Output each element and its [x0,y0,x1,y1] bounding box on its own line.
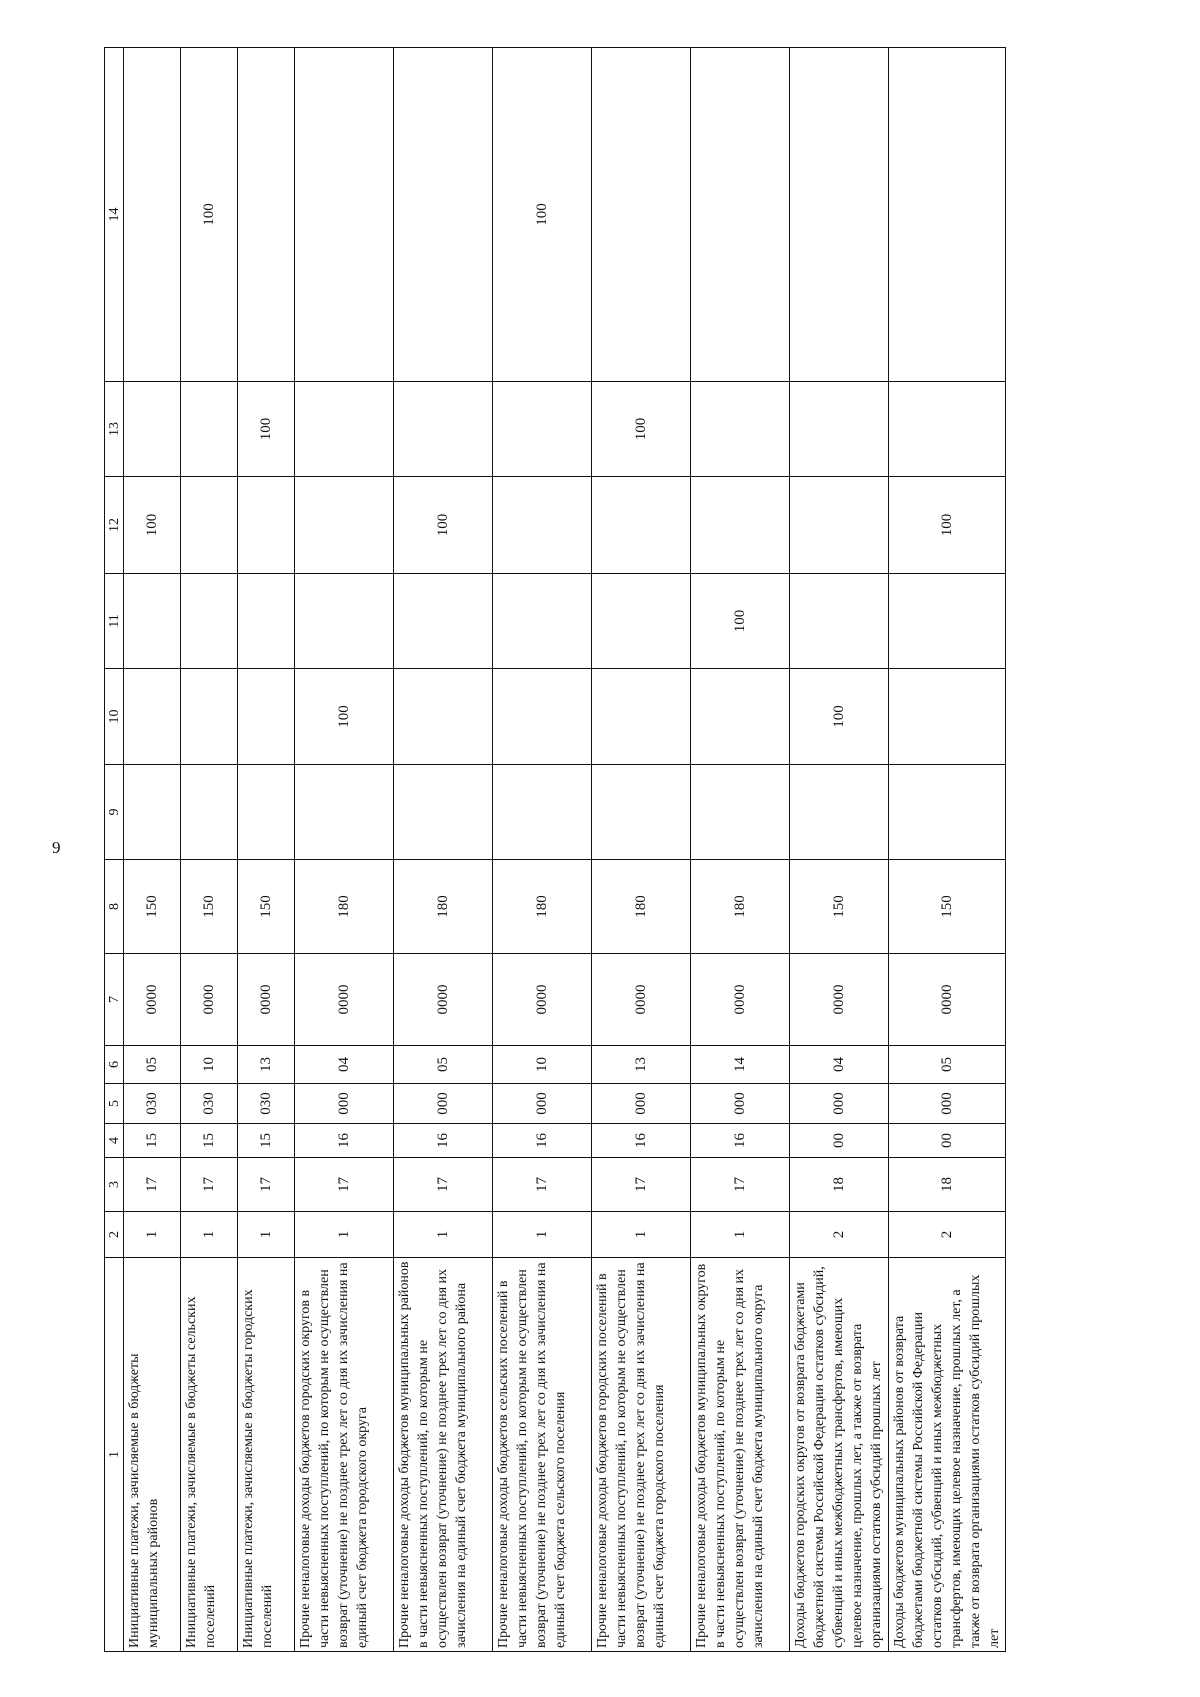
table-cell: 100 [238,382,295,477]
table-cell: 1 [493,1212,592,1258]
table-cell: 17 [394,1158,493,1212]
table-cell: 1 [295,1212,394,1258]
table-cell: 2 [790,1212,889,1258]
table-cell [493,382,592,477]
table-cell: 05 [394,1046,493,1084]
table-cell [889,382,1006,477]
table-cell [238,669,295,765]
table-cell: 180 [493,860,592,954]
table-cell [790,48,889,382]
table-cell [592,48,691,382]
table-cell: 100 [691,574,790,669]
table-cell: 16 [592,1124,691,1158]
table-cell: 10 [493,1046,592,1084]
table-cell: 150 [181,860,238,954]
table-row [592,48,691,1652]
table-cell [592,477,691,574]
table-cell: 17 [592,1158,691,1212]
column-number-header: 7 [105,954,124,1046]
table-cell [295,48,394,382]
table-row [394,48,493,1652]
table-cell [691,669,790,765]
table-header-row [105,48,124,1652]
column-number-header: 4 [105,1124,124,1158]
table-cell: 04 [295,1046,394,1084]
table-cell [181,765,238,860]
table-cell: 04 [790,1046,889,1084]
table-cell [124,382,181,477]
table-row [790,48,889,1652]
table-cell: 18 [889,1158,1006,1212]
table-cell: 15 [181,1124,238,1158]
income-description-cell: Доходы бюджетов муниципальных районов от возврата бюджетами бюджетной системы Российской Федерации остатков субсидий, субвенций и иных межбюджетных трансфертов, имеющих целевое назначение, прошлых лет, а также от возврата организациями остатков субсидий прошлых лет [889,1258,1006,1652]
table-row [889,48,1006,1652]
table-cell: 05 [124,1046,181,1084]
table-cell: 17 [295,1158,394,1212]
table-cell [238,574,295,669]
table-cell: 000 [394,1084,493,1124]
table-cell [295,574,394,669]
table-cell: 0000 [691,954,790,1046]
table-cell [394,574,493,669]
table-cell: 10 [181,1046,238,1084]
income-description-cell: Доходы бюджетов городских округов от возврата бюджетами бюджетной системы Российской Федерации остатков субсидий, субвенций и иных межбюджетных трансфертов, имеющих целевое назначение, прошлых лет, а также от возврата организациями остатков субсидий прошлых лет [790,1258,889,1652]
column-number-header: 8 [105,860,124,954]
table-cell [889,574,1006,669]
table-cell [394,382,493,477]
table-cell [181,669,238,765]
table-cell: 17 [691,1158,790,1212]
table-cell: 0000 [295,954,394,1046]
table-cell: 16 [394,1124,493,1158]
table-cell: 100 [295,669,394,765]
table-cell: 1 [238,1212,295,1258]
table-cell: 000 [691,1084,790,1124]
column-number-header: 14 [105,48,124,382]
table-cell: 100 [124,477,181,574]
table-cell [592,765,691,860]
table-cell: 1 [124,1212,181,1258]
table-cell: 0000 [592,954,691,1046]
table-row [181,48,238,1652]
column-number-header: 6 [105,1046,124,1084]
table-cell [238,477,295,574]
table-cell: 180 [592,860,691,954]
income-description-cell: Инициативные платежи, зачисляемые в бюджеты городских поселений [238,1258,295,1652]
column-number-header: 9 [105,765,124,860]
table-cell: 0000 [889,954,1006,1046]
table-cell [790,382,889,477]
table-cell: 0000 [493,954,592,1046]
table-cell [181,574,238,669]
table-row [238,48,295,1652]
table-cell [124,574,181,669]
table-cell [295,382,394,477]
income-description-cell: Прочие неналоговые доходы бюджетов муниципальных районов в части невыясненных поступлений, по которым не осуществлен возврат (уточнение) не позднее трех лет со дня их зачисления на единый счет бюджета муниципального района [394,1258,493,1652]
table-cell: 0000 [238,954,295,1046]
column-number-header: 13 [105,382,124,477]
column-number-header: 3 [105,1158,124,1212]
income-description-cell: Инициативные платежи, зачисляемые в бюджеты муниципальных районов [124,1258,181,1652]
table-cell: 16 [295,1124,394,1158]
table-cell [493,765,592,860]
table-cell: 13 [238,1046,295,1084]
table-cell [889,48,1006,382]
table-cell [238,765,295,860]
table-cell: 100 [181,48,238,382]
table-row [124,48,181,1652]
table-cell: 150 [238,860,295,954]
table-cell: 00 [889,1124,1006,1158]
page-number: 9 [52,838,61,857]
table-cell: 0000 [394,954,493,1046]
table-cell: 150 [124,860,181,954]
table-cell: 1 [394,1212,493,1258]
table-cell: 2 [889,1212,1006,1258]
column-number-header: 11 [105,574,124,669]
table-cell: 1 [592,1212,691,1258]
table-cell: 000 [493,1084,592,1124]
table-cell [394,48,493,382]
table-cell: 17 [124,1158,181,1212]
table-cell: 100 [493,48,592,382]
income-description-cell: Прочие неналоговые доходы бюджетов городских поселений в части невыясненных поступлений, по которым не осуществлен возврат (уточнение) не позднее трех лет со дня их зачисления на единый счет бюджета городского поселения [592,1258,691,1652]
table-cell [592,669,691,765]
table-cell: 030 [181,1084,238,1124]
table-cell [493,477,592,574]
table-cell: 16 [493,1124,592,1158]
table-cell: 17 [238,1158,295,1212]
table-cell [124,669,181,765]
table-cell: 15 [124,1124,181,1158]
table-cell: 100 [790,669,889,765]
table-cell: 180 [295,860,394,954]
column-number-header: 2 [105,1212,124,1258]
table-cell: 180 [394,860,493,954]
table-cell [493,669,592,765]
table-cell: 000 [790,1084,889,1124]
table-cell: 100 [394,477,493,574]
table-cell: 000 [592,1084,691,1124]
table-cell [691,382,790,477]
table-cell [889,765,1006,860]
table-cell: 030 [238,1084,295,1124]
table-row [295,48,394,1652]
table-cell [181,382,238,477]
table-row [691,48,790,1652]
table-cell: 000 [889,1084,1006,1124]
table-cell: 150 [790,860,889,954]
rotated-table-container [104,47,1104,1652]
table-cell: 14 [691,1046,790,1084]
table-cell [691,477,790,574]
table-cell [691,48,790,382]
table-cell: 100 [889,477,1006,574]
table-cell: 180 [691,860,790,954]
table-cell [790,477,889,574]
table-cell [394,669,493,765]
table-cell [181,477,238,574]
table-row [493,48,592,1652]
table-cell: 000 [295,1084,394,1124]
table-cell [295,765,394,860]
table-cell [790,765,889,860]
table-cell [394,765,493,860]
column-number-header: 1 [105,1258,124,1652]
table-cell: 16 [691,1124,790,1158]
table-cell: 150 [889,860,1006,954]
table-cell [592,574,691,669]
table-cell: 15 [238,1124,295,1158]
table-cell: 17 [181,1158,238,1212]
income-description-cell: Прочие неналоговые доходы бюджетов муниципальных округов в части невыясненных поступлений, по которым не осуществлен возврат (уточнение) не позднее трех лет со дня их зачисления на единый счет бюджета муниципального округа [691,1258,790,1652]
table-cell [493,574,592,669]
table-cell: 100 [592,382,691,477]
table-cell [295,477,394,574]
table-cell: 05 [889,1046,1006,1084]
column-number-header: 5 [105,1084,124,1124]
table-cell [124,48,181,382]
table-cell [238,48,295,382]
table-cell: 0000 [124,954,181,1046]
table-cell: 17 [493,1158,592,1212]
table-cell: 0000 [181,954,238,1046]
table-cell: 1 [181,1212,238,1258]
column-number-header: 10 [105,669,124,765]
table-cell [889,669,1006,765]
table-cell: 1 [691,1212,790,1258]
column-number-header: 12 [105,477,124,574]
table-cell: 030 [124,1084,181,1124]
budget-income-table [104,47,1006,1652]
table-cell [691,765,790,860]
table-cell [124,765,181,860]
table-cell: 0000 [790,954,889,1046]
income-description-cell: Прочие неналоговые доходы бюджетов городских округов в части невыясненных поступлений, по которым не осуществлен возврат (уточнение) не позднее трех лет со дня их зачисления на единый счет бюджета городского округа [295,1258,394,1652]
income-description-cell: Прочие неналоговые доходы бюджетов сельских поселений в части невыясненных поступлений, по которым не осуществлен возврат (уточнение) не позднее трех лет со дня их зачисления на единый счет бюджета сельского поселения [493,1258,592,1652]
table-cell: 00 [790,1124,889,1158]
income-description-cell: Инициативные платежи, зачисляемые в бюджеты сельских поселений [181,1258,238,1652]
table-cell: 13 [592,1046,691,1084]
table-cell [790,574,889,669]
table-cell: 18 [790,1158,889,1212]
